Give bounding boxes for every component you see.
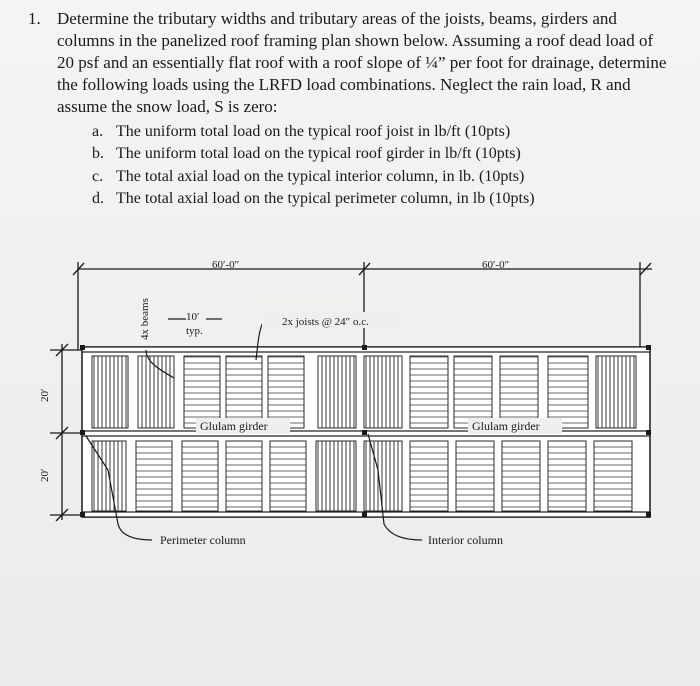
item-c-letter: c. bbox=[92, 168, 104, 185]
glulam-girder-left-label: Glulam girder bbox=[200, 419, 268, 433]
interior-column-label: Interior column bbox=[428, 533, 503, 547]
item-d-letter: d. bbox=[92, 190, 104, 207]
bay-dim-bottom-label: 20′ bbox=[39, 468, 51, 482]
dimension-right-label: 60′-0″ bbox=[482, 259, 510, 271]
dimension-left-label: 60′-0″ bbox=[212, 259, 240, 271]
joists-label: 2x joists @ 24″ o.c. bbox=[282, 316, 369, 328]
problem-text-line-2: columns in the panelized roof framing plan shown below. Assuming a roof dead load of bbox=[57, 31, 654, 50]
item-d-text: The total axial load on the typical perimeter column, in lb (10pts) bbox=[116, 190, 535, 207]
item-c-text: The total axial load on the typical interior column, in lb. (10pts) bbox=[116, 168, 525, 185]
item-a-letter: a. bbox=[92, 123, 104, 140]
problem-text-line-4: the following loads using the LRFD load combinations. Neglect the rain load, R and bbox=[57, 75, 631, 94]
item-a-text: The uniform total load on the typical roof joist in lb/ft (10pts) bbox=[116, 123, 511, 140]
problem-text-line-3: 20 psf and an essentially flat roof with a roof slope of ¼” per foot for drainage, determine bbox=[57, 53, 667, 72]
top-bay-panels bbox=[92, 356, 636, 428]
bay-dim-top-label: 20′ bbox=[39, 388, 51, 402]
problem-number: 1. bbox=[28, 9, 41, 28]
spacing-value-label: 10′ bbox=[186, 311, 200, 323]
glulam-girder-right-label: Glulam girder bbox=[472, 419, 540, 433]
spacing-typ-label: typ. bbox=[186, 325, 203, 337]
perimeter-column-label: Perimeter column bbox=[160, 533, 246, 547]
item-b-text: The uniform total load on the typical roof girder in lb/ft (10pts) bbox=[116, 145, 521, 162]
beams-label: 4x beams bbox=[139, 298, 151, 340]
item-b-letter: b. bbox=[92, 145, 104, 162]
problem-text-line-1: Determine the tributary widths and tributary areas of the joists, beams, girders and bbox=[57, 9, 617, 28]
problem-text-line-5: assume the snow load, S is zero: bbox=[57, 97, 278, 116]
top-dimension-line bbox=[73, 262, 652, 350]
